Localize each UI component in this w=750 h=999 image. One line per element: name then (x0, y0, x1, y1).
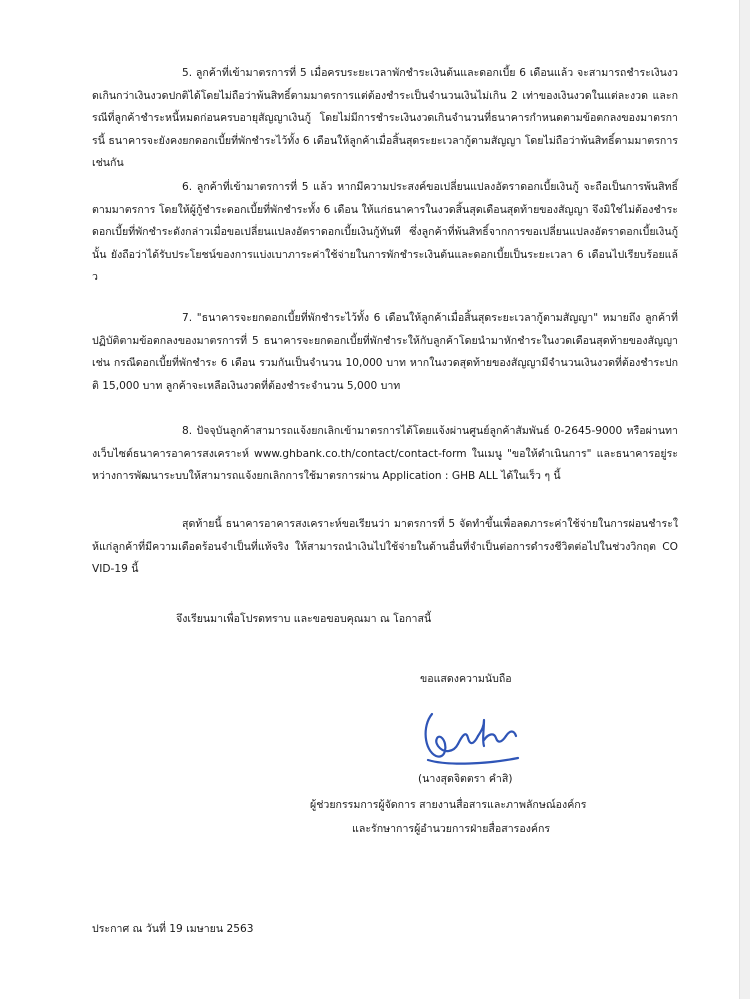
paragraph-6: 6. ลูกค้าที่เข้ามาตรการที่ 5 แล้ว หากมีความประสงค์ขอเปลี่ยนแปลงอัตราดอกเบี้ยเงินกู้ จะถือเป็นการพ้นสิทธิ์ตามมาตรการ โดยให้ผู้กู้ชำระดอกเบี้ยที่พักชำระทั้ง 6 เดือน ให้แก่ธนาคารในงวดสิ้นสุดเดือนสุดท้ายของสัญญา จึงมิใช่ไม่ต้องชำระดอกเบี้ยที่พักชำระดังกล่าวเมื่อขอเปลี่ยนแปลงอัตราดอกเบี้ยเงินกู้ทันที ซึ่งลูกค้าที่พ้นสิทธิ์จากการขอเปลี่ยนแปลงอัตราดอกเบี้ยเงินกู้นั้น ยังถือว่าได้รับประโยชน์ของการแบ่งเบาภาระค่าใช้จ่ายในการพักชำระเงินต้นและดอกเบี้ยเป็นระยะเวลา 6 เดือนไปเรียบร้อยแล้ว (92, 181, 678, 283)
paragraph-8: 8. ปัจจุบันลูกค้าสามารถแจ้งยกเลิกเข้ามาตรการได้โดยแจ้งผ่านศูนย์ลูกค้าสัมพันธ์ 0-2645-9000 หรือผ่านทางเว็บไซต์ธนาคารอาคารสงเคราะห์ www.ghbank.co.th/contact/contact-form ในเมนู "ขอให้ดำเนินการ" และธนาคารอยู่ระหว่างการพัฒนาระบบให้สามารถแจ้งยกเลิกการใช้มาตรการผ่าน Application : GHB ALL ได้ในเร็ว ๆ นี้ (92, 425, 678, 482)
signature-icon (418, 700, 530, 772)
signatory-name: (นางสุดจิตตรา คำสิ) (418, 773, 513, 785)
paragraph-conclusion: สุดท้ายนี้ ธนาคารอาคารสงเคราะห์ขอเรียนว่า มาตรการที่ 5 จัดทำขึ้นเพื่อลดภาระค่าใช้จ่ายในการผ่อนชำระให้แก่ลูกค้าที่มีความเดือดร้อนจำเป็นที่แท้จริง ให้สามารถนำเงินไปใช้จ่ายในด้านอื่นที่จำเป็นต่อการดำรงชีวิตต่อไปในช่วงวิกฤต COVID-19 นี้ (92, 518, 678, 575)
valediction: ขอแสดงความนับถือ (420, 673, 512, 685)
paragraph-5: 5. ลูกค้าที่เข้ามาตรการที่ 5 เมื่อครบระยะเวลาพักชำระเงินต้นและดอกเบี้ย 6 เดือนแล้ว จะสามารถชำระเงินงวดเกินกว่าเงินงวดปกติได้โดยไม่ถือว่าพ้นสิทธิ์ตามมาตรการแต่ต้องชำระเป็นจำนวนเงินไม่เกิน 2 เท่าของเงินงวดในแต่ละงวด และกรณีที่ลูกค้าชำระหนี้หมดก่อนครบอายุสัญญาเงินกู้ โดยไม่มีการชำระเงินงวดเกินจำนวนที่ธนาคารกำหนดตามข้อตกลงของมาตรการนี้ ธนาคารจะยังคงยกดอกเบี้ยที่พักชำระไว้ทั้ง 6 เดือนให้ลูกค้าเมื่อสิ้นสุดระยะเวลากู้ตามสัญญา โดยไม่ถือว่าพ้นสิทธิ์ตามมาตรการเช่นกัน (92, 67, 678, 169)
closing-request: จึงเรียนมาเพื่อโปรดทราบ และขอขอบคุณมา ณ โอกาสนี้ (176, 613, 432, 625)
paragraph-7: 7. "ธนาคารจะยกดอกเบี้ยที่พักชำระไว้ทั้ง 6 เดือนให้ลูกค้าเมื่อสิ้นสุดระยะเวลากู้ตามสัญญา" หมายถึง ลูกค้าที่ปฏิบัติตามข้อตกลงของมาตรการที่ 5 ธนาคารจะยกดอกเบี้ยที่พักชำระให้กับลูกค้าโดยนำมาหักชำระในงวดเดือนสุดท้ายของสัญญา เช่น กรณีดอกเบี้ยที่พักชำระ 6 เดือน รวมกันเป็นจำนวน 10,000 บาท หากในงวดสุดท้ายของสัญญามีจำนวนเงินงวดที่ต้องชำระปกติ 15,000 บาท ลูกค้าจะเหลือเงินงวดที่ต้องชำระจำนวน 5,000 บาท (92, 312, 678, 392)
announcement-date: ประกาศ ณ วันที่ 19 เมษายน 2563 (92, 923, 254, 935)
signatory-title-line2: และรักษาการผู้อำนวยการฝ่ายสื่อสารองค์กร (352, 823, 551, 835)
scrollbar[interactable] (739, 0, 750, 999)
signature-image (418, 700, 530, 772)
signatory-title-line1: ผู้ช่วยกรรมการผู้จัดการ สายงานสื่อสารและภาพลักษณ์องค์กร (310, 799, 587, 811)
